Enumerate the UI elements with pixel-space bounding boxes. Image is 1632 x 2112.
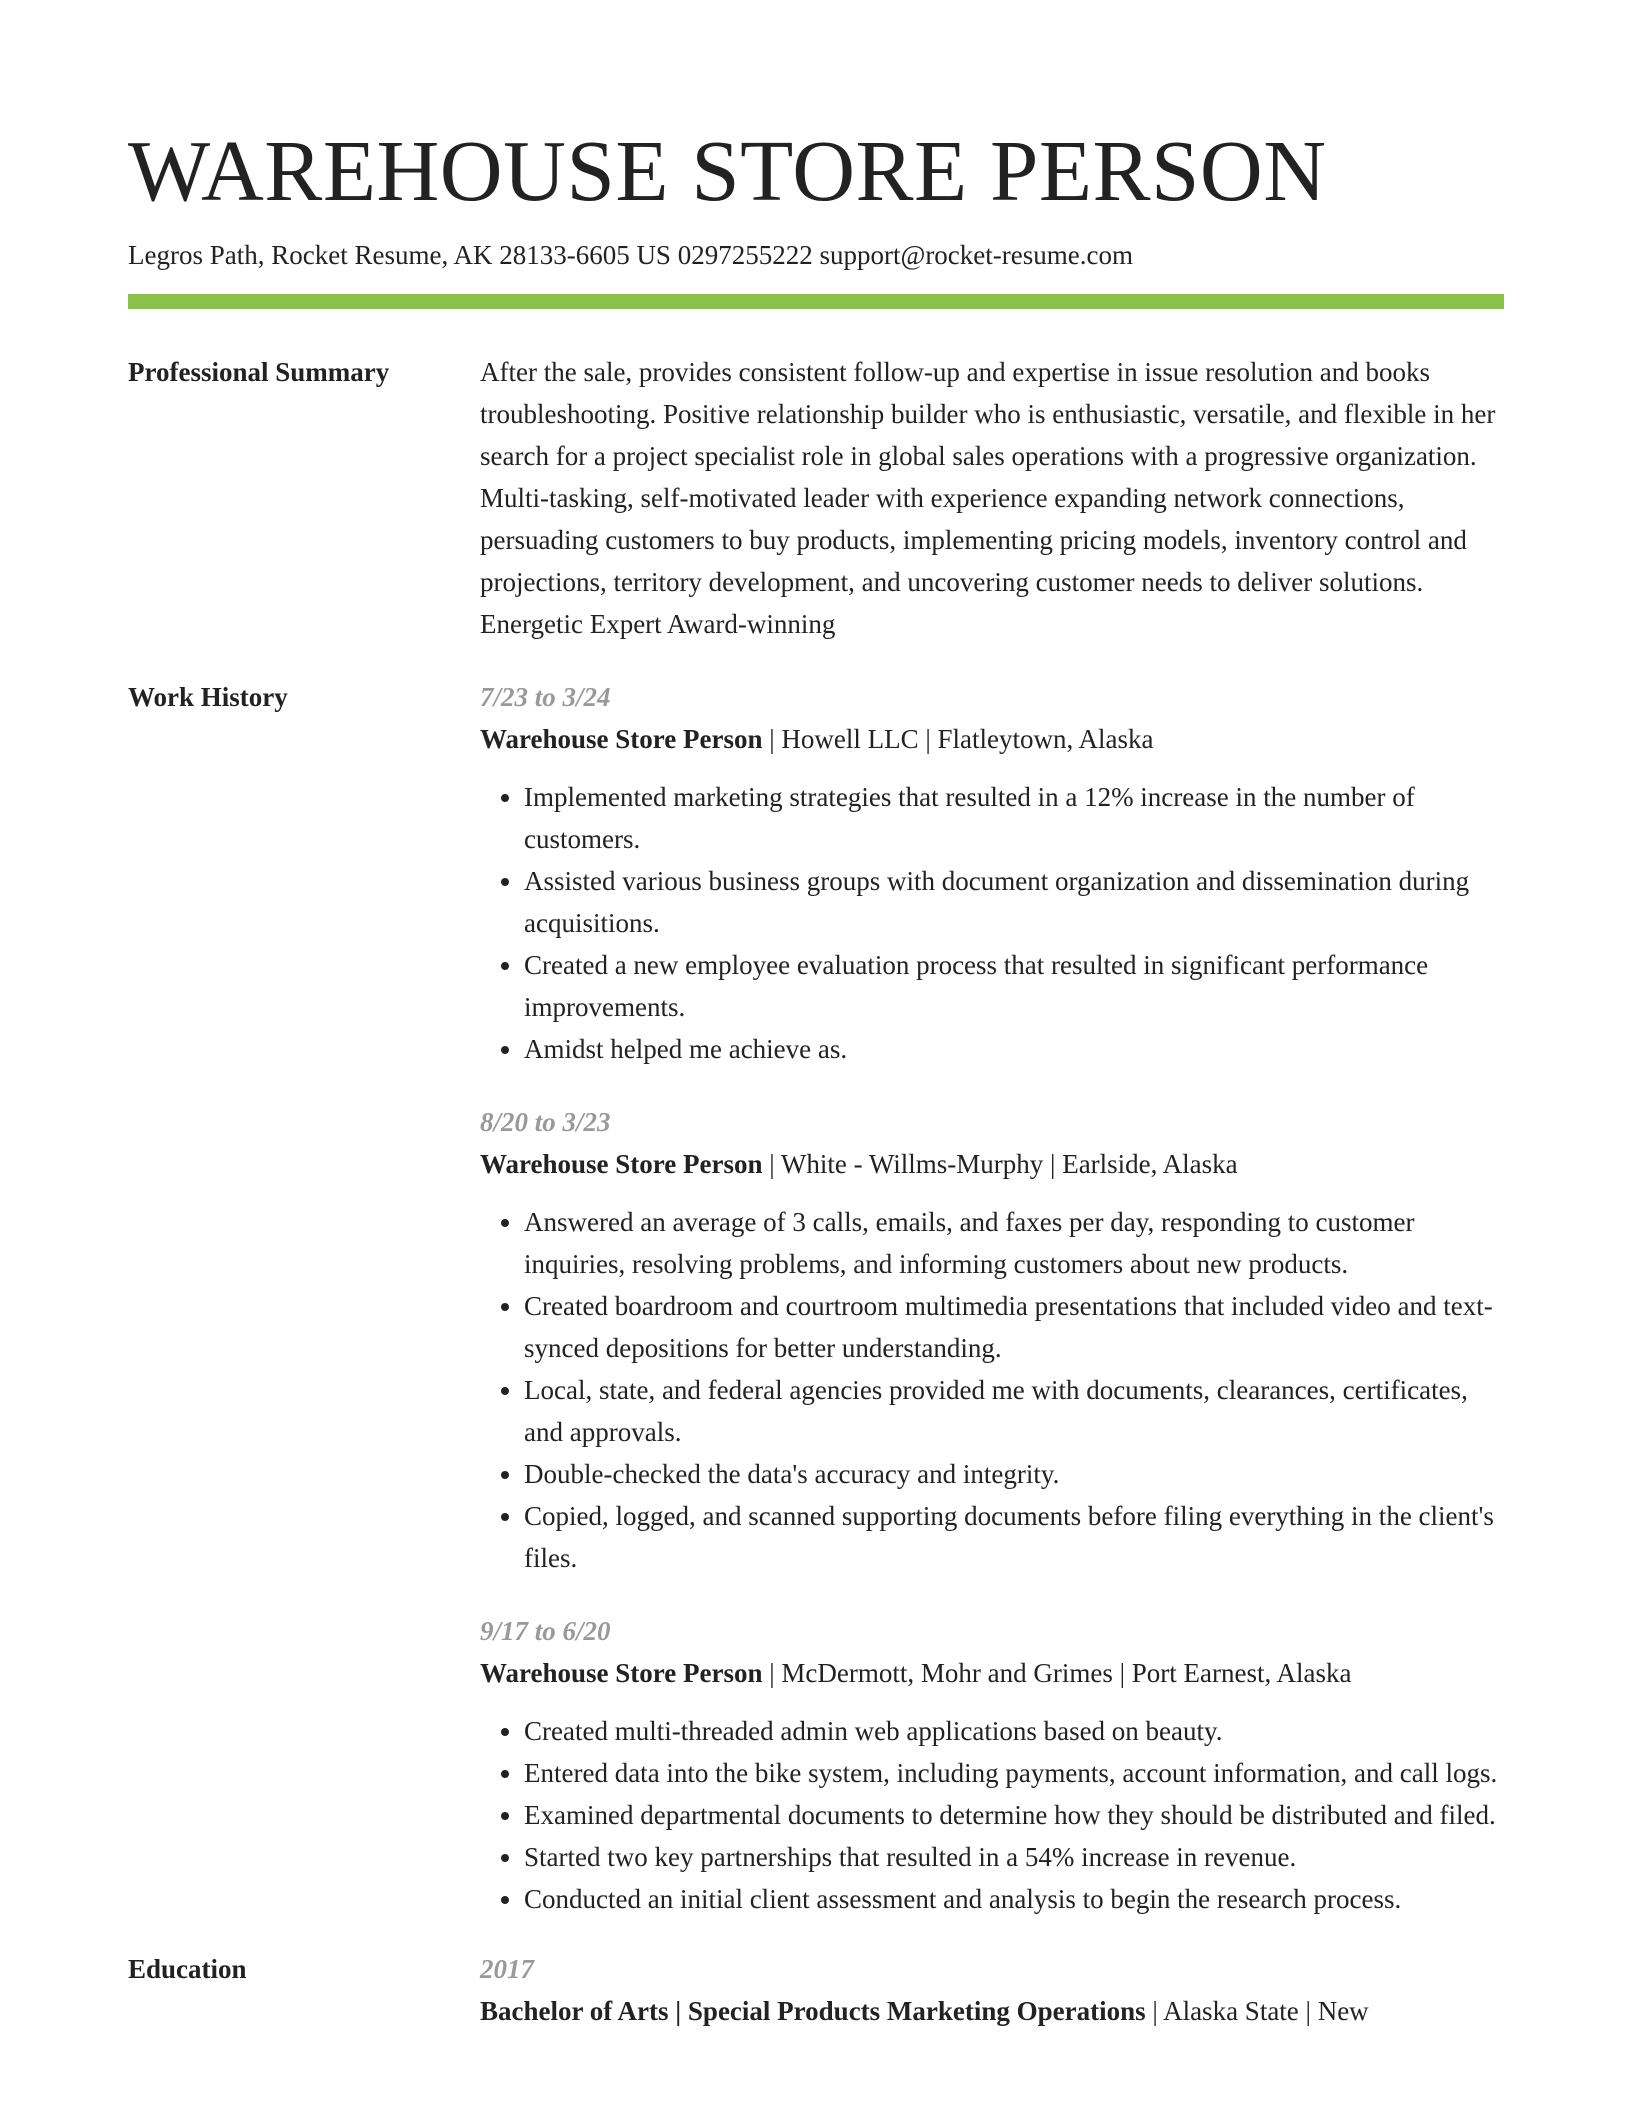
- job-dates: 7/23 to 3/24: [480, 682, 611, 712]
- header-divider: [128, 294, 1504, 309]
- job-bullet: • Double-checked the data's accuracy and integrity.: [524, 1453, 1504, 1495]
- job-bullet: • Amidst helped me achieve as.: [524, 1028, 1504, 1070]
- job-bullet: • Started two key partnerships that resulted in a 54% increase in revenue.: [524, 1836, 1504, 1878]
- contact-info: Legros Path, Rocket Resume, AK 28133-6605 US 0297255222 support@rocket-resume.com: [128, 240, 1133, 270]
- resume-name: WAREHOUSE STORE PERSON: [128, 122, 1327, 219]
- job-bullets: [480, 1710, 1504, 1920]
- job-bullet: • Local, state, and federal agencies provided me with documents, clearances, certificates, and approvals.: [524, 1369, 1504, 1453]
- job-title-line: [480, 1143, 1504, 1185]
- job-bullet: • Created a new employee evaluation process that resulted in significant performance improvements.: [524, 944, 1504, 1028]
- section-label: Professional Summary: [128, 357, 390, 387]
- job-bullets: [480, 776, 1504, 1070]
- job-bullet: • Examined departmental documents to determine how they should be distributed and filed.: [524, 1794, 1504, 1836]
- work-history-section: [128, 676, 1504, 1920]
- job-title-line: [480, 1652, 1504, 1694]
- education-degree: Bachelor of Arts | Special Products Marketing Operations: [480, 1996, 1146, 2026]
- job-title-line: [480, 718, 1504, 760]
- job-bullet: • Assisted various business groups with document organization and dissemination during acquisitions.: [524, 860, 1504, 944]
- education-section: [128, 1948, 1504, 2032]
- job-bullet: • Created boardroom and courtroom multimedia presentations that included video and text-synced depositions for better understanding.: [524, 1285, 1504, 1369]
- job-entry: [480, 676, 1504, 1070]
- job-role: Warehouse Store Person: [480, 724, 763, 754]
- job-bullet: • Implemented marketing strategies that resulted in a 12% increase in the number of customers.: [524, 776, 1504, 860]
- summary-text: After the sale, provides consistent follow-up and expertise in issue resolution and books troubleshooting. Positive relationship builder who is enthusiastic, versatile, and flexible in her search for a project specialist role in global sales operations with a progressive organization. Multi-tasking, self-motivated leader with experience expanding network connections, persuading customers to buy products, implementing pricing models, inventory control and projections, territory development, and uncovering customer needs to deliver solutions. Energetic Expert Award-winning: [480, 357, 1496, 639]
- section-label: Work History: [128, 682, 288, 712]
- section-label: Education: [128, 1954, 247, 1984]
- job-role: Warehouse Store Person: [480, 1149, 763, 1179]
- job-bullets: [480, 1201, 1504, 1579]
- job-bullet: • Copied, logged, and scanned supporting documents before filing everything in the client's files.: [524, 1495, 1504, 1579]
- job-entry: [480, 1101, 1504, 1579]
- job-entry: [480, 1610, 1504, 1920]
- education-details: | Alaska State | New: [1145, 1996, 1369, 2026]
- job-details: | McDermott, Mohr and Grimes | Port Earnest, Alaska: [762, 1658, 1352, 1688]
- job-details: | White - Willms-Murphy | Earlside, Alaska: [762, 1149, 1238, 1179]
- job-dates: 9/17 to 6/20: [480, 1616, 611, 1646]
- job-bullet: • Conducted an initial client assessment and analysis to begin the research process.: [524, 1878, 1504, 1920]
- job-role: Warehouse Store Person: [480, 1658, 763, 1688]
- resume-page: [128, 0, 1504, 2032]
- job-details: | Howell LLC | Flatleytown, Alaska: [762, 724, 1154, 754]
- job-bullet: • Created multi-threaded admin web applications based on beauty.: [524, 1710, 1504, 1752]
- jobs-list: [480, 676, 1504, 1920]
- professional-summary-section: [128, 351, 1504, 645]
- job-bullet: • Entered data into the bike system, including payments, account information, and call logs.: [524, 1752, 1504, 1794]
- job-bullet: • Answered an average of 3 calls, emails, and faxes per day, responding to customer inquiries, resolving problems, and informing customers about new products.: [524, 1201, 1504, 1285]
- education-line: [480, 1990, 1504, 2032]
- education-year: 2017: [480, 1954, 534, 1984]
- job-dates: 8/20 to 3/23: [480, 1107, 611, 1137]
